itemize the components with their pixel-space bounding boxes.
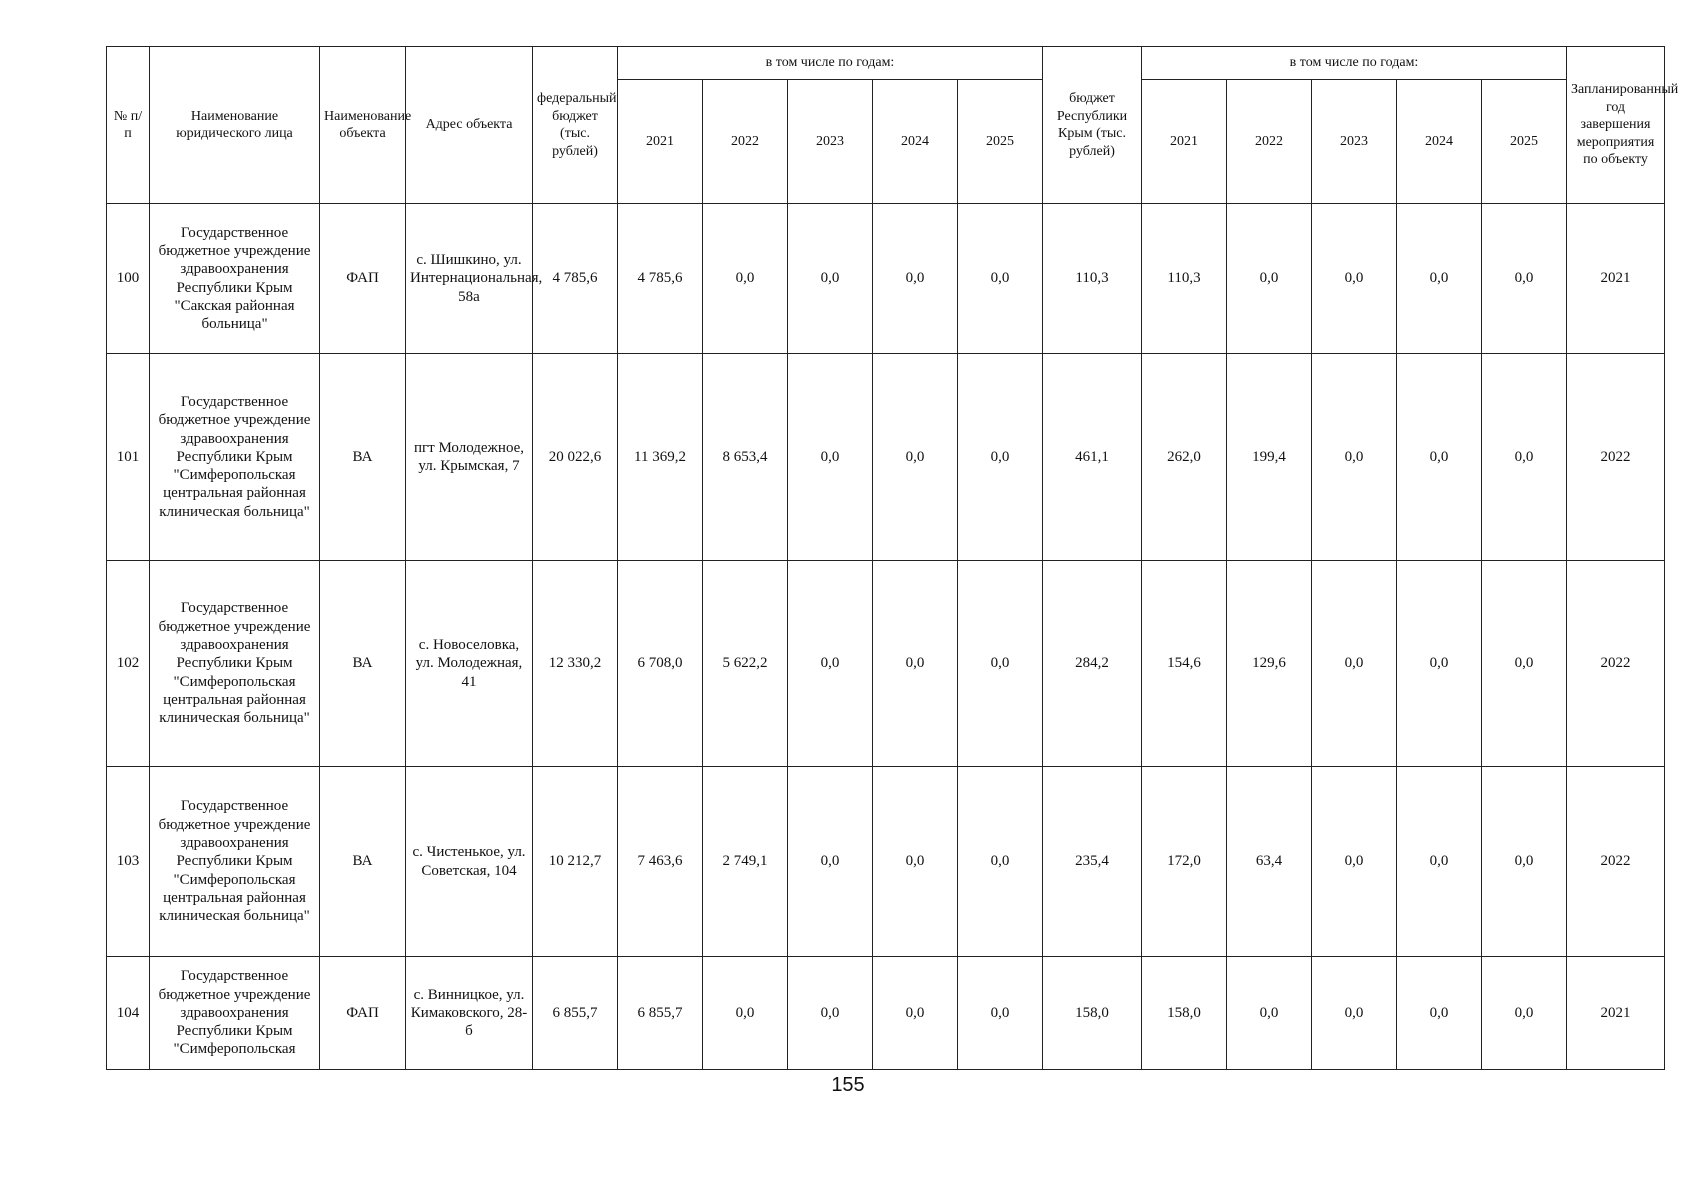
regional-budget-year: 63,4 xyxy=(1227,767,1312,957)
regional-budget-year: 0,0 xyxy=(1482,767,1567,957)
header-year-fed: 2021 xyxy=(618,80,703,204)
header-year-fed: 2023 xyxy=(788,80,873,204)
federal-budget-year: 0,0 xyxy=(788,354,873,561)
regional-budget-total: 235,4 xyxy=(1043,767,1142,957)
federal-budget-year: 0,0 xyxy=(873,354,958,561)
federal-budget-year: 7 463,6 xyxy=(618,767,703,957)
object-address: с. Новоселовка, ул. Молодежная, 41 xyxy=(406,561,533,767)
regional-budget-total: 158,0 xyxy=(1043,957,1142,1070)
table-row xyxy=(107,354,1665,561)
regional-budget-total: 284,2 xyxy=(1043,561,1142,767)
federal-budget-year: 0,0 xyxy=(958,204,1043,354)
federal-budget-year: 0,0 xyxy=(788,204,873,354)
header-num: № п/п xyxy=(107,47,150,204)
object-type: ВА xyxy=(320,561,406,767)
object-type: ВА xyxy=(320,767,406,957)
federal-budget-year: 5 622,2 xyxy=(703,561,788,767)
federal-budget-total: 4 785,6 xyxy=(533,204,618,354)
regional-budget-year: 172,0 xyxy=(1142,767,1227,957)
header-year-reg: 2022 xyxy=(1227,80,1312,204)
planned-year: 2021 xyxy=(1567,957,1665,1070)
regional-budget-year: 0,0 xyxy=(1482,561,1567,767)
table-row xyxy=(107,957,1665,1070)
header-object-name: Наименование объекта xyxy=(320,47,406,204)
regional-budget-year: 0,0 xyxy=(1227,957,1312,1070)
regional-budget-year: 0,0 xyxy=(1482,957,1567,1070)
federal-budget-year: 0,0 xyxy=(958,354,1043,561)
federal-budget-year: 2 749,1 xyxy=(703,767,788,957)
federal-budget-year: 0,0 xyxy=(788,767,873,957)
federal-budget-total: 10 212,7 xyxy=(533,767,618,957)
legal-entity-name: Государственное бюджетное учреждение здравоохранения Республики Крым "Сакская районная больница" xyxy=(150,204,320,354)
header-planned-year: Запланированный год завершения мероприятия по объекту xyxy=(1567,47,1665,204)
federal-budget-year: 0,0 xyxy=(703,957,788,1070)
header-regional-budget: бюджет Республики Крым (тыс. рублей) xyxy=(1043,47,1142,204)
legal-entity-name: Государственное бюджетное учреждение здравоохранения Республики Крым "Симферопольская xyxy=(150,957,320,1070)
header-regional-by-years: в том числе по годам: xyxy=(1142,47,1567,80)
row-number: 100 xyxy=(107,204,150,354)
federal-budget-total: 6 855,7 xyxy=(533,957,618,1070)
header-object-address: Адрес объекта xyxy=(406,47,533,204)
object-type: ВА xyxy=(320,354,406,561)
header-year-reg: 2023 xyxy=(1312,80,1397,204)
header-year-fed: 2025 xyxy=(958,80,1043,204)
object-address: пгт Молодежное, ул. Крымская, 7 xyxy=(406,354,533,561)
federal-budget-total: 20 022,6 xyxy=(533,354,618,561)
legal-entity-name: Государственное бюджетное учреждение здравоохранения Республики Крым "Симферопольская центральная районная клиническая больница" xyxy=(150,767,320,957)
regional-budget-year: 199,4 xyxy=(1227,354,1312,561)
regional-budget-year: 0,0 xyxy=(1312,767,1397,957)
federal-budget-year: 4 785,6 xyxy=(618,204,703,354)
header-year-fed: 2024 xyxy=(873,80,958,204)
object-address: с. Чистенькое, ул. Советская, 104 xyxy=(406,767,533,957)
header-federal-budget: федеральный бюджет (тыс. рублей) xyxy=(533,47,618,204)
regional-budget-year: 0,0 xyxy=(1482,204,1567,354)
regional-budget-year: 158,0 xyxy=(1142,957,1227,1070)
row-number: 103 xyxy=(107,767,150,957)
federal-budget-year: 8 653,4 xyxy=(703,354,788,561)
federal-budget-year: 0,0 xyxy=(958,767,1043,957)
object-type: ФАП xyxy=(320,204,406,354)
regional-budget-year: 129,6 xyxy=(1227,561,1312,767)
object-address: с. Винницкое, ул. Кимаковского, 28-б xyxy=(406,957,533,1070)
header-legal-entity: Наименование юридического лица xyxy=(150,47,320,204)
federal-budget-year: 6 855,7 xyxy=(618,957,703,1070)
regional-budget-year: 0,0 xyxy=(1397,767,1482,957)
federal-budget-year: 11 369,2 xyxy=(618,354,703,561)
header-year-reg: 2024 xyxy=(1397,80,1482,204)
regional-budget-year: 154,6 xyxy=(1142,561,1227,767)
federal-budget-year: 0,0 xyxy=(873,204,958,354)
header-year-fed: 2022 xyxy=(703,80,788,204)
table-row xyxy=(107,767,1665,957)
regional-budget-year: 110,3 xyxy=(1142,204,1227,354)
regional-budget-year: 0,0 xyxy=(1312,354,1397,561)
planned-year: 2021 xyxy=(1567,204,1665,354)
regional-budget-year: 0,0 xyxy=(1312,204,1397,354)
table-row xyxy=(107,561,1665,767)
federal-budget-year: 0,0 xyxy=(873,957,958,1070)
regional-budget-year: 0,0 xyxy=(1397,561,1482,767)
legal-entity-name: Государственное бюджетное учреждение здравоохранения Республики Крым "Симферопольская центральная районная клиническая больница" xyxy=(150,561,320,767)
federal-budget-year: 0,0 xyxy=(958,561,1043,767)
header-year-reg: 2021 xyxy=(1142,80,1227,204)
regional-budget-year: 0,0 xyxy=(1312,561,1397,767)
federal-budget-year: 0,0 xyxy=(788,561,873,767)
budget-table xyxy=(106,46,1679,1070)
row-number: 101 xyxy=(107,354,150,561)
header-federal-by-years: в том числе по годам: xyxy=(618,47,1043,80)
federal-budget-year: 0,0 xyxy=(788,957,873,1070)
regional-budget-total: 110,3 xyxy=(1043,204,1142,354)
row-number: 104 xyxy=(107,957,150,1070)
federal-budget-year: 0,0 xyxy=(873,561,958,767)
regional-budget-year: 262,0 xyxy=(1142,354,1227,561)
federal-budget-year: 0,0 xyxy=(703,204,788,354)
table-row xyxy=(107,204,1665,354)
regional-budget-year: 0,0 xyxy=(1397,957,1482,1070)
planned-year: 2022 xyxy=(1567,561,1665,767)
federal-budget-year: 6 708,0 xyxy=(618,561,703,767)
planned-year: 2022 xyxy=(1567,354,1665,561)
object-type: ФАП xyxy=(320,957,406,1070)
regional-budget-year: 0,0 xyxy=(1482,354,1567,561)
federal-budget-year: 0,0 xyxy=(958,957,1043,1070)
regional-budget-year: 0,0 xyxy=(1227,204,1312,354)
regional-budget-total: 461,1 xyxy=(1043,354,1142,561)
row-number: 102 xyxy=(107,561,150,767)
federal-budget-year: 0,0 xyxy=(873,767,958,957)
federal-budget-total: 12 330,2 xyxy=(533,561,618,767)
planned-year: 2022 xyxy=(1567,767,1665,957)
regional-budget-year: 0,0 xyxy=(1397,204,1482,354)
legal-entity-name: Государственное бюджетное учреждение здравоохранения Республики Крым "Симферопольская центральная районная клиническая больница" xyxy=(150,354,320,561)
regional-budget-year: 0,0 xyxy=(1397,354,1482,561)
object-address: с. Шишкино, ул. Интернациональная, 58а xyxy=(406,204,533,354)
header-year-reg: 2025 xyxy=(1482,80,1567,204)
page-number: 155 xyxy=(831,1074,865,1096)
regional-budget-year: 0,0 xyxy=(1312,957,1397,1070)
